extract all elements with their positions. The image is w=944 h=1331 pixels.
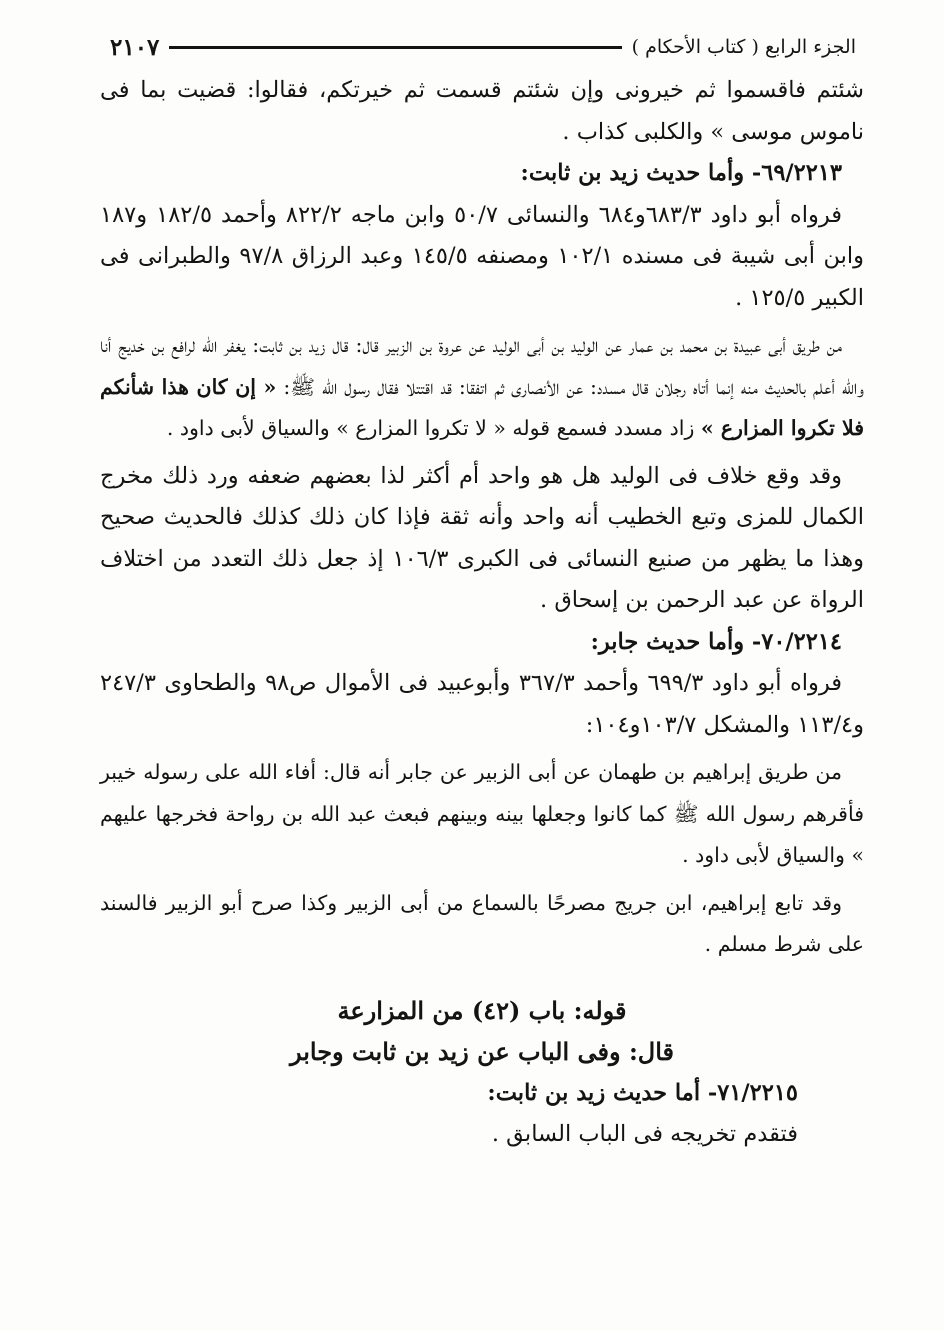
takhrij-zaid: فرواه أبو داود ٦٨٣/٣و٦٨٤ والنسائى ٥٠/٧ وابن ماجه ٨٢٢/٢ وأحمد ١٨٢/٥ و١٨٧ وابن أبى شيبة فى مسنده ١٠٢/١ ومصنفه ١٤٥/٥ وعبد الرزاق ٩٧/٨ والطبرانى فى الكبير ١٢٥/٥ . bbox=[100, 201, 864, 311]
takhrij-jabir: فرواه أبو داود ٦٩٩/٣ وأحمد ٣٦٧/٣ وأبوعبيد فى الأموال ص٩٨ والطحاوى ٢٤٧/٣ و١١٣/٤ والمشكل ١٠٣/٧و١٠٤: bbox=[100, 670, 864, 738]
page-number: ٢١٠٧ bbox=[110, 33, 160, 61]
commentary-jabir: وقد تابع إبراهيم، ابن جريج مصرحًا بالسماع من أبى الزبير وكذا صرح أبو الزبير فالسند على شرط مسلم . bbox=[100, 890, 864, 956]
commentary-walid: وقد وقع خلاف فى الوليد هل هو واحد أم أكثر لذا بعضهم ضعفه ورد ذلك مخرج الكمال للمزى وتبع الخطيب أنه واحد وأنه ثقة فإذا كان ذلك كذلك فالحديث صحيح وهذا ما يظهر من صنيع النسائى فى الكبرى ١٠٦/٣ إذ جعل ذلك التعدد من اختلاف الرواة عن عبد الرحمن بن إسحاق . bbox=[100, 462, 864, 613]
page-body bbox=[100, 70, 864, 1156]
hadith-heading-jabir: ٧٠/٢٢١٤- وأما حديث جابر: bbox=[590, 628, 842, 655]
takhrij-zaid-2: فتقدم تخريجه فى الباب السابق . bbox=[491, 1121, 798, 1147]
isnad-zaid bbox=[100, 325, 864, 450]
hadith-heading-zaid: ٦٩/٢٢١٣- وأما حديث زيد بن ثابت: bbox=[520, 160, 842, 186]
running-title: الجزء الرابع ( كتاب الأحكام ) bbox=[631, 36, 856, 58]
chapter-heading: قوله: باب (٤٢) من المزارعة bbox=[337, 995, 627, 1025]
hadith-heading-zaid-2: ٧١/٢٢١٥- أما حديث زيد بن ثابت: bbox=[487, 1079, 798, 1106]
isnad-zaid-end: زاد مسدد فسمع قوله « لا تكروا المزارع » والسياق لأبى داود . bbox=[166, 416, 695, 440]
page-header bbox=[110, 30, 856, 64]
isnad-jabir: من طريق إبراهيم بن طهمان عن أبى الزبير عن جابر أنه قال: أفاء الله على رسوله خيبر فأقرهم رسول الله ﷺ كما كانوا وجعلها بينه وبينهم فبعث عبد الله بن رواحة فخرجها عليهم » والسياق لأبى داود . bbox=[100, 760, 864, 867]
prophetic-saying: « إن كان هذا شأنكم فلا تكروا المزارع » bbox=[100, 374, 864, 440]
continued-paragraph: شئتم فاقسموا ثم خيرونى وإن شئتم قسمت ثم خيرتكم، فقالوا: قضيت بما فى ناموس موسى » والكلبى كذاب . bbox=[100, 77, 864, 145]
header-rule bbox=[169, 46, 621, 49]
isnad-zaid-text: من طريق أبى عبيدة بن محمد بن عمار عن الوليد بن أبى الوليد عن عروة بن الزبير قال: قال زيد بن ثابت: يغفر الله لرافع بن خديج أنا والله أعلم بالحديث منه إنما أتاه رجلان قال مسدد: عن الأنصارى ثم اتفقا: قد اقتتلا فقال رسول الله ﷺ: bbox=[100, 333, 865, 399]
chapter-subheading: قال: وفى الباب عن زيد بن ثابت وجابر bbox=[289, 1037, 675, 1066]
